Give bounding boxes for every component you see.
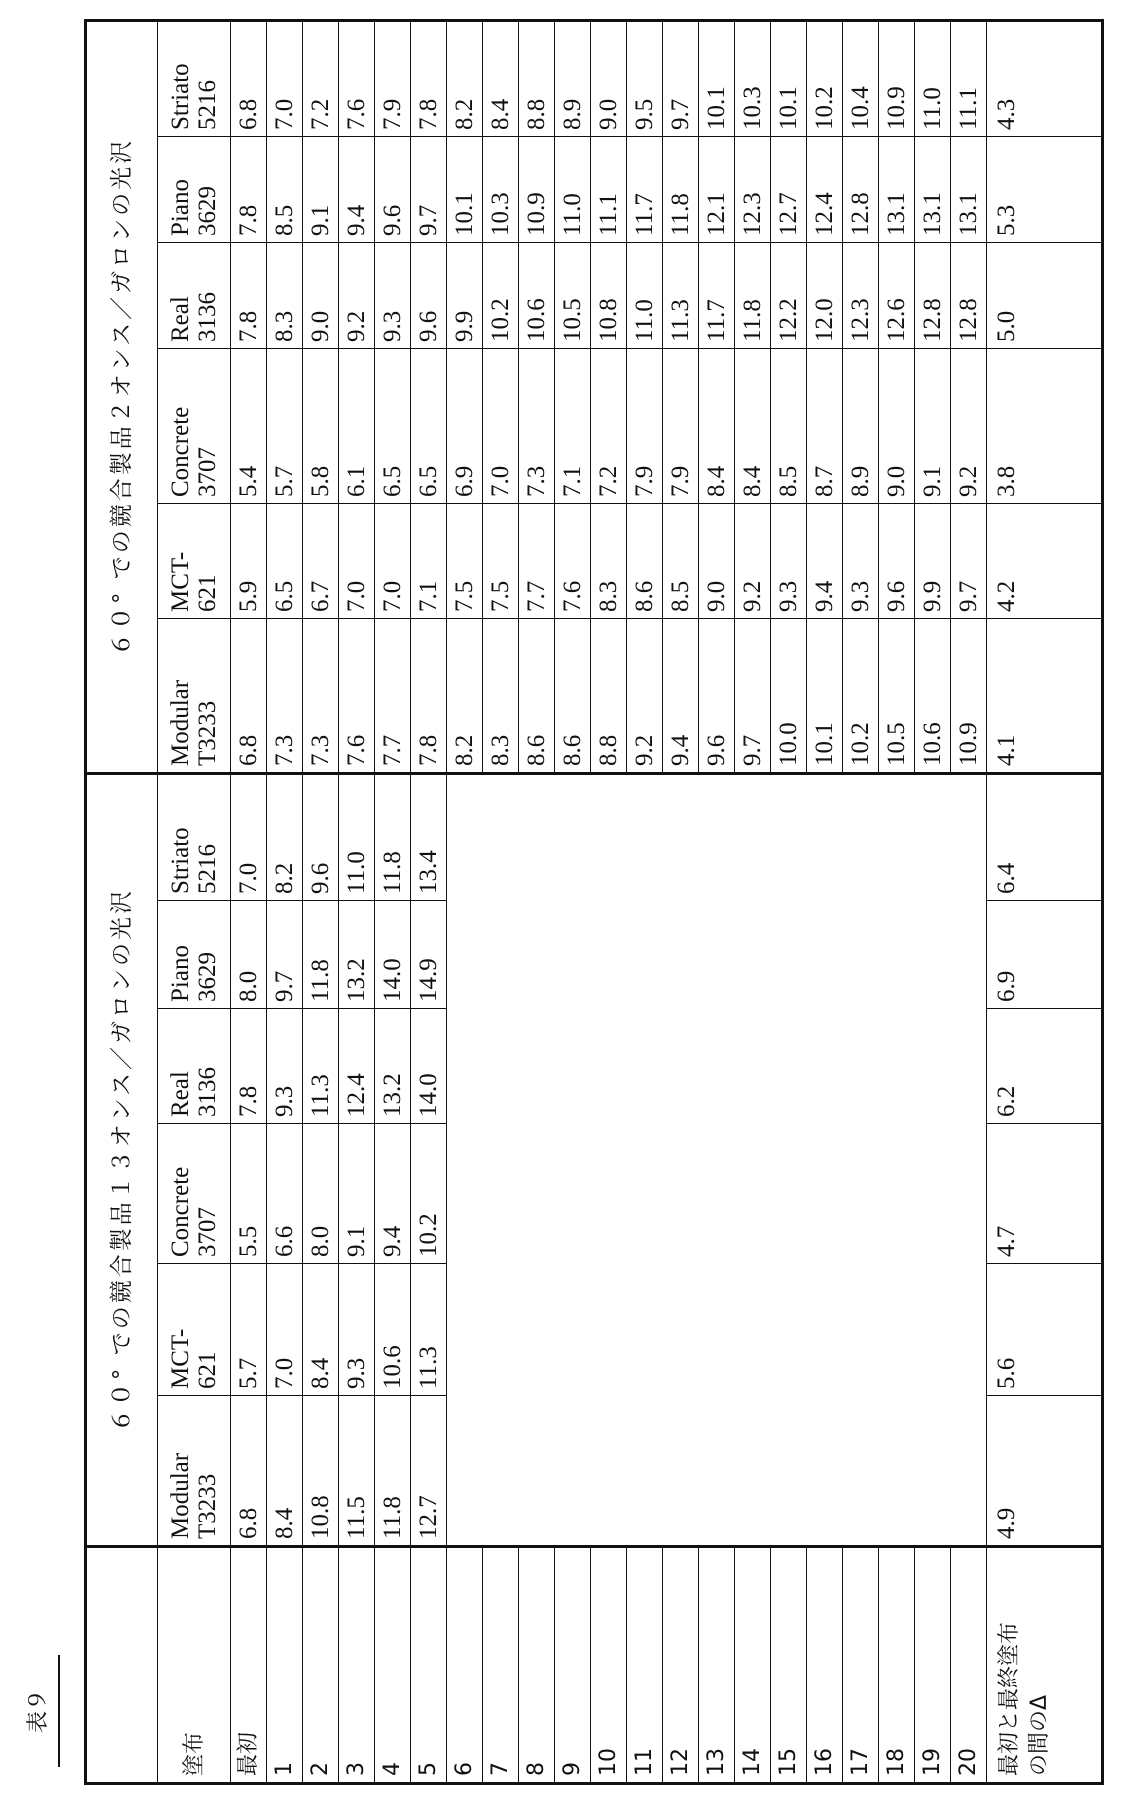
group2-cell: 9.6 xyxy=(879,504,915,619)
group1-delta-cell: 4.7 xyxy=(987,1124,1103,1264)
group2-cell: 9.4 xyxy=(339,137,375,243)
group2-cell: 8.2 xyxy=(447,619,483,774)
column-header xyxy=(158,243,231,349)
corner-cell xyxy=(86,1547,158,1784)
group2-cell: 11.1 xyxy=(591,137,627,243)
row-header-label: 塗布 xyxy=(158,1547,231,1784)
group1-cell: 9.3 xyxy=(339,1264,375,1396)
group2-cell: 10.2 xyxy=(483,243,519,349)
group2-cell: 9.6 xyxy=(375,137,411,243)
column-header xyxy=(158,1009,231,1124)
document-page xyxy=(0,0,1131,1805)
group1-cell: 11.3 xyxy=(303,1009,339,1124)
group2-cell: 9.5 xyxy=(627,20,663,136)
product-name: MCT- xyxy=(167,1270,194,1389)
product-code: 5216 xyxy=(194,781,221,894)
group1-cell: 5.5 xyxy=(231,1124,267,1264)
group2-cell: 10.3 xyxy=(483,137,519,243)
group2-cell: 11.3 xyxy=(663,243,699,349)
group-title-row xyxy=(86,20,158,1783)
product-name: Real xyxy=(167,249,194,342)
group2-cell: 9.6 xyxy=(411,243,447,349)
group2-delta-cell: 3.8 xyxy=(987,349,1103,504)
group1-cell: 9.7 xyxy=(267,901,303,1009)
group1-cell: 10.6 xyxy=(375,1264,411,1396)
group2-cell: 9.1 xyxy=(303,137,339,243)
group2-cell: 9.3 xyxy=(375,243,411,349)
group2-cell: 9.2 xyxy=(735,504,771,619)
delta-label: 最初と最終塗布 の間のΔ xyxy=(987,1547,1103,1784)
group2-cell: 6.5 xyxy=(411,349,447,504)
group2-cell: 11.0 xyxy=(555,137,591,243)
group2-cell: 11.1 xyxy=(951,20,987,136)
group2-cell: 10.1 xyxy=(807,619,843,774)
group2-cell: 10.6 xyxy=(915,619,951,774)
row-label: 3 xyxy=(339,1547,375,1784)
group1-cell: 8.4 xyxy=(267,1396,303,1547)
column-header xyxy=(158,137,231,243)
group2-cell: 10.9 xyxy=(519,137,555,243)
group2-cell: 7.5 xyxy=(447,504,483,619)
group1-cell: 8.0 xyxy=(303,1124,339,1264)
group1-cell: 11.3 xyxy=(411,1264,447,1396)
group2-cell: 8.9 xyxy=(843,349,879,504)
row-label: 14 xyxy=(735,1547,771,1784)
group1-cell: 12.7 xyxy=(411,1396,447,1547)
product-code: 3707 xyxy=(194,355,221,497)
group2-cell: 12.4 xyxy=(807,137,843,243)
gloss-table xyxy=(84,19,1104,1785)
group2-cell: 7.3 xyxy=(267,619,303,774)
product-code: 621 xyxy=(194,1270,221,1389)
group2-cell: 7.6 xyxy=(339,619,375,774)
group1-delta-cell: 6.2 xyxy=(987,1009,1103,1124)
group2-cell: 7.7 xyxy=(519,504,555,619)
group2-cell: 6.5 xyxy=(267,504,303,619)
group1-cell: 11.0 xyxy=(339,774,375,901)
group2-cell: 9.9 xyxy=(915,504,951,619)
row-label: 10 xyxy=(591,1547,627,1784)
group1-cell: 7.0 xyxy=(267,1264,303,1396)
group2-cell: 13.1 xyxy=(915,137,951,243)
group2-cell: 9.2 xyxy=(627,619,663,774)
group2-cell: 10.5 xyxy=(879,619,915,774)
group2-cell: 9.9 xyxy=(447,243,483,349)
column-header xyxy=(158,901,231,1009)
group2-delta-cell: 4.3 xyxy=(987,20,1103,136)
delta-row xyxy=(987,20,1103,1783)
group2-cell: 10.5 xyxy=(555,243,591,349)
product-name: Concrete xyxy=(167,355,194,497)
group1-cell: 14.9 xyxy=(411,901,447,1009)
group2-cell: 5.8 xyxy=(303,349,339,504)
group2-cell: 7.3 xyxy=(519,349,555,504)
group2-cell: 7.9 xyxy=(663,349,699,504)
product-name: Striato xyxy=(167,781,194,894)
group2-cell: 8.6 xyxy=(519,619,555,774)
table-row xyxy=(267,20,303,1783)
column-header xyxy=(158,1124,231,1264)
group2-cell: 9.1 xyxy=(915,349,951,504)
row-label: 16 xyxy=(807,1547,843,1784)
group1-cell: 8.2 xyxy=(267,774,303,901)
group-title-2: ６０° での競合製品２オンス／ガロンの光沢 xyxy=(86,20,158,773)
row-label: 19 xyxy=(915,1547,951,1784)
row-label: 15 xyxy=(771,1547,807,1784)
group2-cell: 9.0 xyxy=(303,243,339,349)
product-name: Concrete xyxy=(167,1130,194,1257)
group2-cell: 10.1 xyxy=(699,20,735,136)
group2-cell: 8.6 xyxy=(555,619,591,774)
group2-cell: 7.6 xyxy=(339,20,375,136)
group2-cell: 7.2 xyxy=(591,349,627,504)
group1-cell: 11.8 xyxy=(375,1396,411,1547)
group2-cell: 10.1 xyxy=(447,137,483,243)
group2-cell: 8.3 xyxy=(267,243,303,349)
group2-cell: 9.3 xyxy=(771,504,807,619)
group2-delta-cell: 4.1 xyxy=(987,619,1103,774)
group2-cell: 12.8 xyxy=(843,137,879,243)
group2-cell: 9.7 xyxy=(951,504,987,619)
group2-cell: 8.4 xyxy=(699,349,735,504)
group1-cell: 9.1 xyxy=(339,1124,375,1264)
group2-cell: 7.8 xyxy=(411,20,447,136)
row-label: 12 xyxy=(663,1547,699,1784)
group2-cell: 7.8 xyxy=(411,619,447,774)
group2-cell: 11.0 xyxy=(915,20,951,136)
group2-cell: 8.7 xyxy=(807,349,843,504)
group2-cell: 10.2 xyxy=(807,20,843,136)
group2-cell: 10.3 xyxy=(735,20,771,136)
group2-cell: 7.9 xyxy=(627,349,663,504)
group2-cell: 9.7 xyxy=(663,20,699,136)
group2-delta-cell: 5.0 xyxy=(987,243,1103,349)
group1-cell: 8.4 xyxy=(303,1264,339,1396)
group2-cell: 7.1 xyxy=(555,349,591,504)
group2-cell: 8.8 xyxy=(591,619,627,774)
product-name: MCT- xyxy=(167,510,194,612)
group1-cell: 9.6 xyxy=(303,774,339,901)
group2-cell: 8.5 xyxy=(771,349,807,504)
group-title-1: ６０° での競合製品１３オンス／ガロンの光沢 xyxy=(86,774,158,1547)
group2-cell: 7.5 xyxy=(483,504,519,619)
table-row xyxy=(375,20,411,1783)
group2-cell: 6.7 xyxy=(303,504,339,619)
group2-cell: 9.2 xyxy=(951,349,987,504)
group1-delta-cell: 6.9 xyxy=(987,901,1103,1009)
row-label: 13 xyxy=(699,1547,735,1784)
group2-cell: 9.7 xyxy=(411,137,447,243)
group1-cell: 8.0 xyxy=(231,901,267,1009)
group2-cell: 9.6 xyxy=(699,619,735,774)
group2-cell: 10.0 xyxy=(771,619,807,774)
group2-cell: 7.3 xyxy=(303,619,339,774)
group2-cell: 10.9 xyxy=(879,20,915,136)
group2-cell: 11.8 xyxy=(735,243,771,349)
group1-cell: 11.8 xyxy=(303,901,339,1009)
group2-cell: 9.0 xyxy=(591,20,627,136)
group2-cell: 8.5 xyxy=(267,137,303,243)
group2-cell: 11.8 xyxy=(663,137,699,243)
group2-cell: 11.7 xyxy=(699,243,735,349)
group2-cell: 10.6 xyxy=(519,243,555,349)
product-code: 3136 xyxy=(194,1015,221,1117)
group2-cell: 7.0 xyxy=(267,20,303,136)
group1-cell: 11.8 xyxy=(375,774,411,901)
table-row xyxy=(447,20,483,1783)
column-header-row xyxy=(158,20,231,1783)
row-label: 4 xyxy=(375,1547,411,1784)
group2-cell: 9.2 xyxy=(339,243,375,349)
group2-cell: 6.9 xyxy=(447,349,483,504)
group2-cell: 7.6 xyxy=(555,504,591,619)
group1-delta-cell: 6.4 xyxy=(987,774,1103,901)
row-label: 2 xyxy=(303,1547,339,1784)
group2-cell: 6.8 xyxy=(231,20,267,136)
column-header xyxy=(158,349,231,504)
group1-cell: 13.4 xyxy=(411,774,447,901)
group1-cell: 13.2 xyxy=(375,1009,411,1124)
row-label: 11 xyxy=(627,1547,663,1784)
group1-cell: 14.0 xyxy=(375,901,411,1009)
group2-cell: 7.8 xyxy=(231,137,267,243)
row-label: 7 xyxy=(483,1547,519,1784)
group1-cell: 10.2 xyxy=(411,1124,447,1264)
group2-cell: 12.1 xyxy=(699,137,735,243)
column-header xyxy=(158,774,231,901)
table-caption: 表９ xyxy=(22,1655,60,1767)
group2-cell: 7.7 xyxy=(375,619,411,774)
group2-cell: 11.0 xyxy=(627,243,663,349)
row-label: 8 xyxy=(519,1547,555,1784)
group2-cell: 12.8 xyxy=(951,243,987,349)
group1-empty-area xyxy=(447,774,987,1547)
group2-cell: 7.0 xyxy=(375,504,411,619)
group2-cell: 12.0 xyxy=(807,243,843,349)
product-code: T3233 xyxy=(194,625,221,766)
group2-cell: 8.6 xyxy=(627,504,663,619)
column-header xyxy=(158,619,231,774)
group2-delta-cell: 5.3 xyxy=(987,137,1103,243)
group1-cell: 7.8 xyxy=(231,1009,267,1124)
row-label: 18 xyxy=(879,1547,915,1784)
group2-cell: 11.7 xyxy=(627,137,663,243)
product-code: 621 xyxy=(194,510,221,612)
group2-cell: 12.7 xyxy=(771,137,807,243)
row-label: 20 xyxy=(951,1547,987,1784)
group2-cell: 13.1 xyxy=(951,137,987,243)
product-name: Modular xyxy=(167,625,194,766)
product-code: 3707 xyxy=(194,1130,221,1257)
group2-cell: 8.2 xyxy=(447,20,483,136)
table-row xyxy=(411,20,447,1783)
group2-cell: 5.9 xyxy=(231,504,267,619)
column-header xyxy=(158,504,231,619)
group1-cell: 6.6 xyxy=(267,1124,303,1264)
column-header xyxy=(158,1264,231,1396)
group2-cell: 10.9 xyxy=(951,619,987,774)
group1-cell: 7.0 xyxy=(231,774,267,901)
group2-cell: 7.0 xyxy=(483,349,519,504)
product-code: 3629 xyxy=(194,143,221,236)
group2-cell: 10.8 xyxy=(591,243,627,349)
group2-cell: 7.8 xyxy=(231,243,267,349)
group2-cell: 9.3 xyxy=(843,504,879,619)
group1-cell: 9.3 xyxy=(267,1009,303,1124)
group2-cell: 12.3 xyxy=(735,137,771,243)
group2-cell: 9.4 xyxy=(807,504,843,619)
group1-cell: 11.5 xyxy=(339,1396,375,1547)
group2-cell: 13.1 xyxy=(879,137,915,243)
group2-cell: 12.6 xyxy=(879,243,915,349)
product-name: Modular xyxy=(167,1402,194,1539)
row-label: 最初 xyxy=(231,1547,267,1784)
row-label: 17 xyxy=(843,1547,879,1784)
group2-cell: 9.4 xyxy=(663,619,699,774)
group2-cell: 6.1 xyxy=(339,349,375,504)
product-code: 5216 xyxy=(194,28,221,130)
group2-cell: 8.3 xyxy=(591,504,627,619)
group1-delta-cell: 5.6 xyxy=(987,1264,1103,1396)
group1-delta-cell: 4.9 xyxy=(987,1396,1103,1547)
product-code: T3233 xyxy=(194,1402,221,1539)
group2-cell: 8.9 xyxy=(555,20,591,136)
group1-cell: 9.4 xyxy=(375,1124,411,1264)
group1-cell: 10.8 xyxy=(303,1396,339,1547)
row-label: 9 xyxy=(555,1547,591,1784)
group2-cell: 10.1 xyxy=(771,20,807,136)
table-row xyxy=(303,20,339,1783)
group2-cell: 5.7 xyxy=(267,349,303,504)
group2-cell: 12.8 xyxy=(915,243,951,349)
group2-cell: 7.2 xyxy=(303,20,339,136)
group2-cell: 10.2 xyxy=(843,619,879,774)
group2-cell: 5.4 xyxy=(231,349,267,504)
group2-cell: 7.0 xyxy=(339,504,375,619)
group1-cell: 12.4 xyxy=(339,1009,375,1124)
group2-delta-cell: 4.2 xyxy=(987,504,1103,619)
group2-cell: 6.8 xyxy=(231,619,267,774)
group2-cell: 8.3 xyxy=(483,619,519,774)
group1-cell: 14.0 xyxy=(411,1009,447,1124)
group2-cell: 8.4 xyxy=(735,349,771,504)
group1-cell: 6.8 xyxy=(231,1396,267,1547)
row-label: 5 xyxy=(411,1547,447,1784)
group2-cell: 12.2 xyxy=(771,243,807,349)
group2-cell: 8.5 xyxy=(663,504,699,619)
column-header xyxy=(158,20,231,136)
row-label: 6 xyxy=(447,1547,483,1784)
row-label: 1 xyxy=(267,1547,303,1784)
product-name: Piano xyxy=(167,143,194,236)
group2-cell: 12.3 xyxy=(843,243,879,349)
group1-cell: 5.7 xyxy=(231,1264,267,1396)
product-code: 3136 xyxy=(194,249,221,342)
product-name: Striato xyxy=(167,28,194,130)
group2-cell: 8.4 xyxy=(483,20,519,136)
group2-cell: 6.5 xyxy=(375,349,411,504)
group2-cell: 7.1 xyxy=(411,504,447,619)
table-row xyxy=(231,20,267,1783)
group1-cell: 13.2 xyxy=(339,901,375,1009)
group2-cell: 10.4 xyxy=(843,20,879,136)
product-name: Piano xyxy=(167,907,194,1002)
product-name: Real xyxy=(167,1015,194,1117)
group2-cell: 7.9 xyxy=(375,20,411,136)
group2-cell: 9.0 xyxy=(699,504,735,619)
group2-cell: 8.8 xyxy=(519,20,555,136)
group2-cell: 9.0 xyxy=(879,349,915,504)
table-row xyxy=(339,20,375,1783)
column-header xyxy=(158,1396,231,1547)
product-code: 3629 xyxy=(194,907,221,1002)
group2-cell: 9.7 xyxy=(735,619,771,774)
